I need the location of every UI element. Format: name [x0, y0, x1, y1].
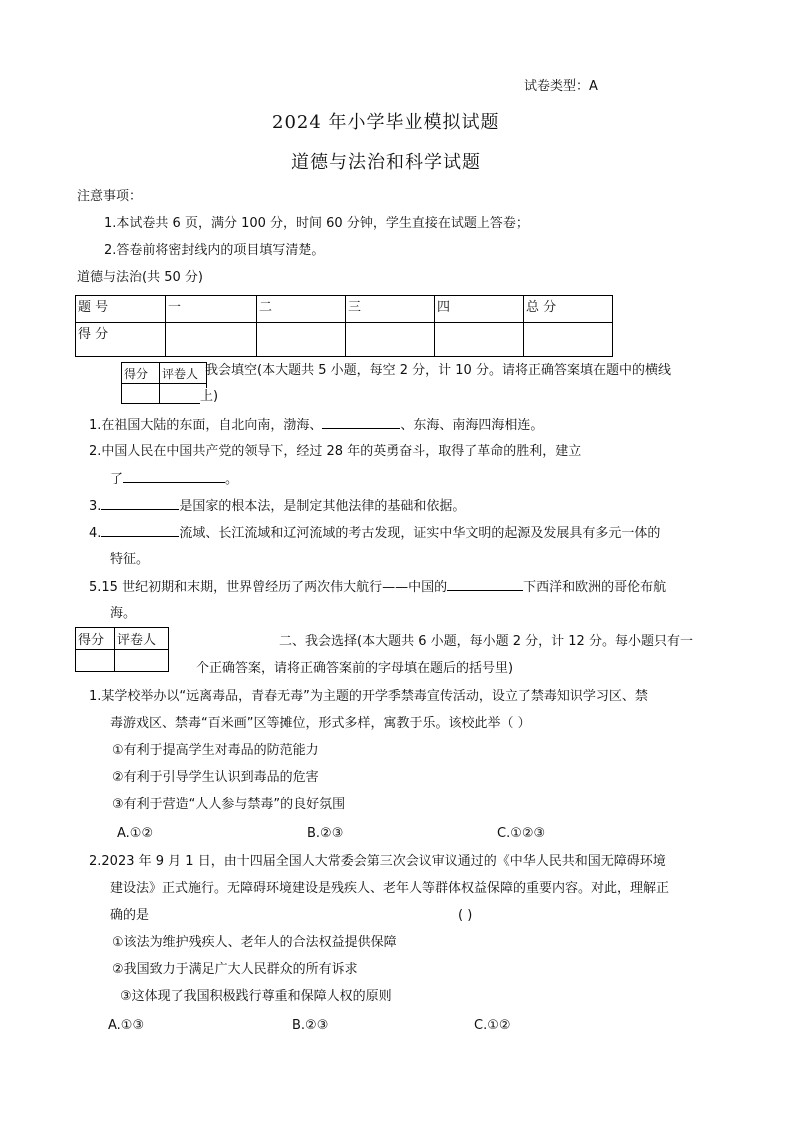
option-c[interactable]: C.①② [474, 1018, 511, 1033]
choice-question-2-cont: 建设法》正式施行。无障碍环境建设是残疾人、老年人等群体权益保障的重要内容。对此，理解正 [110, 881, 670, 896]
option-a[interactable]: A.①② [117, 826, 154, 841]
choice-question-2: 2.2023 年 9 月 1 日，由十四届全国人大常委会第三次会议审议通过的《中华人民共和国无障碍环境 [89, 854, 666, 869]
fill-question-2-cont [110, 470, 238, 489]
question-text: 下西洋和欧洲的哥伦布航 [523, 580, 667, 595]
exam-subtitle: 道德与法治和科学试题 [291, 152, 481, 173]
score-table-header: 二 [257, 296, 346, 323]
fill-question-2: 2.中国人民在中国共产党的领导下，经过 28 年的英勇奋斗，取得了革命的胜利，建立 [89, 444, 582, 459]
mini-box-grader-label: 评卷人 [160, 363, 207, 384]
statement: ②我国致力于满足广大人民群众的所有诉求 [112, 962, 358, 977]
score-cell[interactable] [524, 323, 613, 357]
fill-question-5 [89, 578, 666, 597]
part2-instruction-cont: 个正确答案，请将正确答案前的字母填在题后的括号里) [196, 661, 514, 676]
section-label: 道德与法治(共 50 分) [77, 270, 203, 285]
choice-question-1-cont: 毒游戏区、禁毒“百米画”区等摊位，形式多样，寓教于乐。该校此举（ ） [110, 716, 531, 731]
score-cell[interactable] [346, 323, 435, 357]
question-text: 1.在祖国大陆的东面，自北向南，渤海、 [89, 418, 323, 433]
note-item: 1.本试卷共 6 页，满分 100 分，时间 60 分钟，学生直接在试题上答卷； [104, 216, 529, 231]
score-table-header: 四 [435, 296, 524, 323]
score-table-header: 总 分 [524, 296, 613, 323]
notes-heading: 注意事项： [77, 189, 143, 204]
mini-box-score-label: 得分 [122, 363, 160, 384]
option-c[interactable]: C.①②③ [497, 826, 546, 841]
score-table-row-label: 得 分 [76, 323, 166, 357]
answer-blank[interactable] [322, 416, 400, 429]
statement: ①该法为维护残疾人、老年人的合法权益提供保障 [112, 935, 397, 950]
choice-question-2-cont: 确的是 [110, 908, 150, 923]
question-text: 了 [110, 472, 124, 487]
mini-box-grader-label: 评卷人 [115, 628, 169, 650]
score-table-header: 三 [346, 296, 435, 323]
question-text: 。 [225, 472, 239, 487]
mini-box-grader-cell[interactable] [115, 650, 169, 672]
answer-blank[interactable] [101, 524, 179, 537]
question-text: 3. [89, 499, 102, 514]
note-item: 2.答卷前将密封线内的项目填写清楚。 [104, 243, 325, 258]
option-a[interactable]: A.①③ [108, 1018, 145, 1033]
mini-box-score-cell[interactable] [76, 650, 115, 672]
score-table-header: 一 [166, 296, 257, 323]
part1-instruction-end: 上) [200, 389, 219, 404]
answer-blank[interactable] [447, 578, 523, 591]
exam-title: 2024 年小学毕业模拟试题 [272, 112, 500, 133]
part2-instruction: 二、我会选择(本大题共 6 小题，每小题 2 分，计 12 分。每小题只有一 [279, 634, 693, 649]
question-text: 、东海、南海四海相连。 [400, 418, 544, 433]
paper-type: 试卷类型：A [524, 79, 598, 94]
statement: ①有利于提高学生对毒品的防范能力 [112, 743, 319, 758]
fill-question-5-cont: 海。 [110, 606, 137, 621]
fill-question-1 [89, 416, 543, 435]
part1-instruction: 我会填空(本大题共 5 小题，每空 2 分，计 10 分。请将正确答案填在题中的横线 [205, 363, 671, 378]
score-table [75, 295, 613, 357]
question-text: 4. [89, 526, 102, 541]
score-cell[interactable] [435, 323, 524, 357]
choice-question-1: 1.某学校举办以“远离毒品，青春无毒”为主题的开学季禁毒宣传活动，设立了禁毒知识学习区、禁 [89, 689, 648, 704]
answer-paren[interactable]: ( ) [458, 908, 473, 923]
fill-question-4 [89, 524, 660, 543]
fill-question-4-cont: 特征。 [110, 552, 150, 567]
fill-question-3 [89, 497, 465, 516]
mini-box-score-cell[interactable] [122, 384, 160, 404]
question-text: 是国家的根本法，是制定其他法律的基础和依据。 [179, 499, 466, 514]
answer-blank[interactable] [123, 470, 225, 483]
score-cell[interactable] [166, 323, 257, 357]
option-b[interactable]: B.②③ [292, 1018, 329, 1033]
option-b[interactable]: B.②③ [307, 826, 344, 841]
answer-blank[interactable] [101, 497, 179, 510]
question-text: 流域、长江流域和辽河流域的考古发现，证实中华文明的起源及发展具有多元一体的 [179, 526, 661, 541]
score-cell[interactable] [257, 323, 346, 357]
statement: ③有利于营造“人人参与禁毒”的良好氛围 [112, 797, 346, 812]
statement: ②有利于引导学生认识到毒品的危害 [112, 770, 319, 785]
question-text: 5.15 世纪初期和末期，世界曾经历了两次伟大航行——中国的 [89, 580, 448, 595]
mini-box-score-label: 得分 [76, 628, 115, 650]
part1-score-box [121, 362, 207, 404]
part2-score-box [75, 627, 169, 672]
statement: ③这体现了我国积极践行尊重和保障人权的原则 [120, 989, 392, 1004]
score-table-header: 题 号 [76, 296, 166, 323]
